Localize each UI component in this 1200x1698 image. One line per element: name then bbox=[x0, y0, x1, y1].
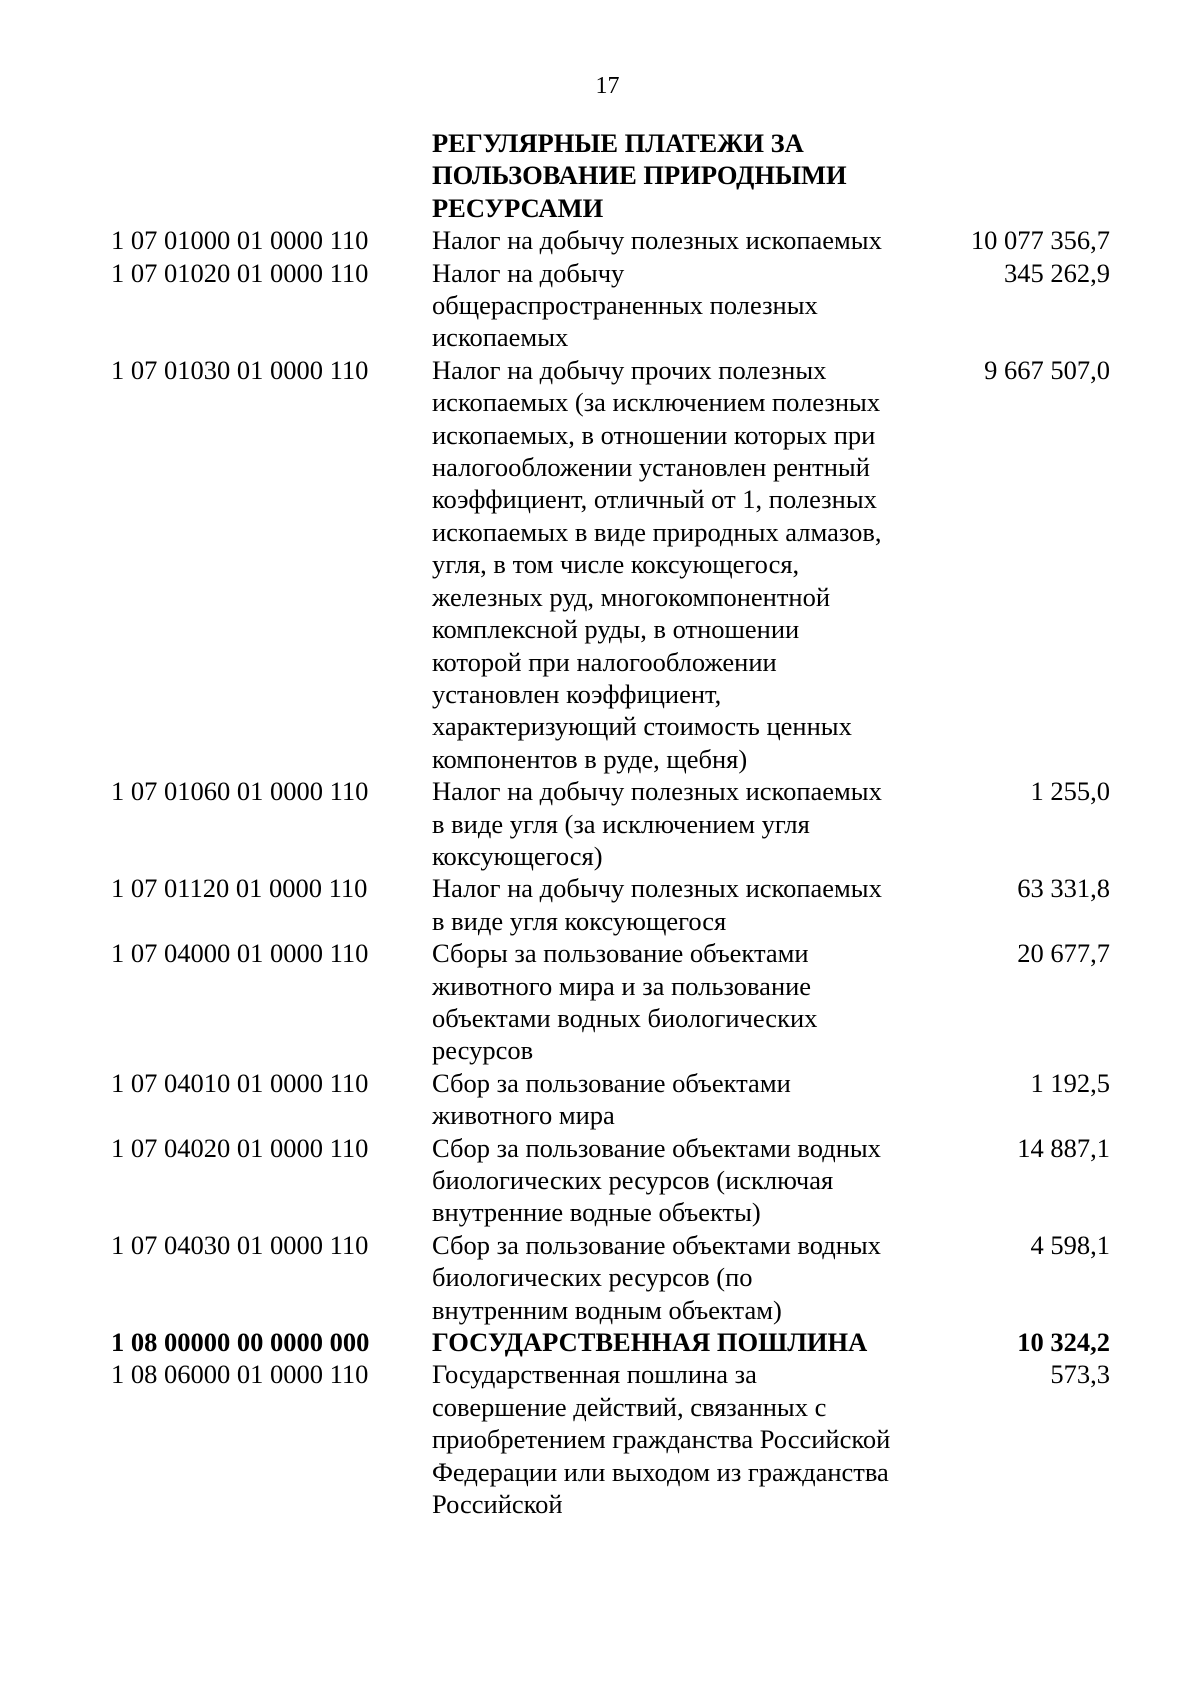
row-code: 1 07 04010 01 0000 110 bbox=[111, 1067, 369, 1098]
row-name: Налог на добычу полезных ископаемых bbox=[432, 225, 882, 256]
row-amount: 10 077 356,7 bbox=[970, 225, 1110, 256]
row-code: 1 07 04020 01 0000 110 bbox=[111, 1132, 369, 1163]
page-number: 17 bbox=[595, 73, 620, 99]
row-code: 1 07 01000 01 0000 110 bbox=[111, 225, 369, 256]
table-row bbox=[0, 775, 1200, 872]
row-amount: 10 324,2 bbox=[1017, 1327, 1110, 1358]
table-row bbox=[0, 937, 1200, 1067]
row-code: 1 07 01060 01 0000 110 bbox=[111, 776, 369, 807]
table-row bbox=[0, 224, 1200, 256]
table-row bbox=[0, 1067, 1200, 1132]
row-amount: 20 677,7 bbox=[1017, 938, 1110, 969]
row-name: Сбор за пользование объектами водных биологических ресурсов (по внутренним водным объектам) bbox=[432, 1229, 881, 1325]
row-code: 1 08 00000 00 0000 000 bbox=[111, 1327, 370, 1358]
row-amount: 63 331,8 bbox=[1017, 873, 1110, 904]
row-amount: 14 887,1 bbox=[1017, 1132, 1110, 1163]
row-amount: 1 192,5 bbox=[1030, 1067, 1110, 1098]
row-code: 1 07 04000 01 0000 110 bbox=[111, 938, 369, 969]
row-name: ГОСУДАРСТВЕННАЯ ПОШЛИНА bbox=[432, 1327, 868, 1358]
row-code: 1 07 01020 01 0000 110 bbox=[111, 257, 369, 288]
table-row bbox=[0, 1229, 1200, 1326]
row-amount: 1 255,0 bbox=[1030, 776, 1110, 807]
table-row bbox=[0, 1326, 1200, 1358]
row-amount: 345 262,9 bbox=[1004, 257, 1110, 288]
row-name: Налог на добычу полезных ископаемых в виде угля (за исключением угля коксующегося) bbox=[432, 776, 882, 871]
section-heading-row bbox=[0, 127, 1200, 224]
budget-table bbox=[0, 127, 1200, 1520]
row-amount: 4 598,1 bbox=[1030, 1229, 1110, 1260]
row-code: 1 08 06000 01 0000 110 bbox=[111, 1359, 369, 1390]
row-name: Налог на добычу общераспространенных полезных ископаемых bbox=[432, 257, 818, 353]
table-row bbox=[0, 257, 1200, 354]
row-name: Налог на добычу полезных ископаемых в виде угля коксующегося bbox=[432, 873, 882, 936]
row-name: Сбор за пользование объектами животного мира bbox=[432, 1067, 791, 1131]
row-name: Налог на добычу прочих полезных ископаемых (за исключением полезных ископаемых, в отношении которых при налогообложении установлен рентный коэффициент, отличный от 1, полезных ископаемых в виде природных алмазов, угля, в том числе коксующегося, железных руд, многокомпонентной комплексной руды, в отношении которой при налогообложении установлен коэффициент, характеризующий стоимость ценных компонентов в руде, щебня) bbox=[432, 354, 882, 774]
row-code: 1 07 01030 01 0000 110 bbox=[111, 354, 369, 385]
table-row bbox=[0, 1358, 1200, 1520]
table-row bbox=[0, 354, 1200, 775]
row-name: Сбор за пользование объектами водных биологических ресурсов (исключая внутренние водные объекты) bbox=[432, 1132, 881, 1228]
row-name: Государственная пошлина за совершение действий, связанных с приобретением гражданства Российской Федерации или выходом из гражданства Российской bbox=[432, 1359, 891, 1520]
row-amount: 573,3 bbox=[1050, 1359, 1110, 1390]
section-heading: РЕГУЛЯРНЫЕ ПЛАТЕЖИ ЗА ПОЛЬЗОВАНИЕ ПРИРОДНЫМИ РЕСУРСАМИ bbox=[432, 128, 847, 223]
row-code: 1 07 04030 01 0000 110 bbox=[111, 1229, 369, 1260]
row-code: 1 07 01120 01 0000 110 bbox=[111, 873, 368, 904]
row-name: Сборы за пользование объектами животного мира и за пользование объектами водных биологических ресурсов bbox=[432, 938, 818, 1066]
table-row bbox=[0, 872, 1200, 937]
row-amount: 9 667 507,0 bbox=[984, 354, 1110, 385]
table-row bbox=[0, 1132, 1200, 1229]
